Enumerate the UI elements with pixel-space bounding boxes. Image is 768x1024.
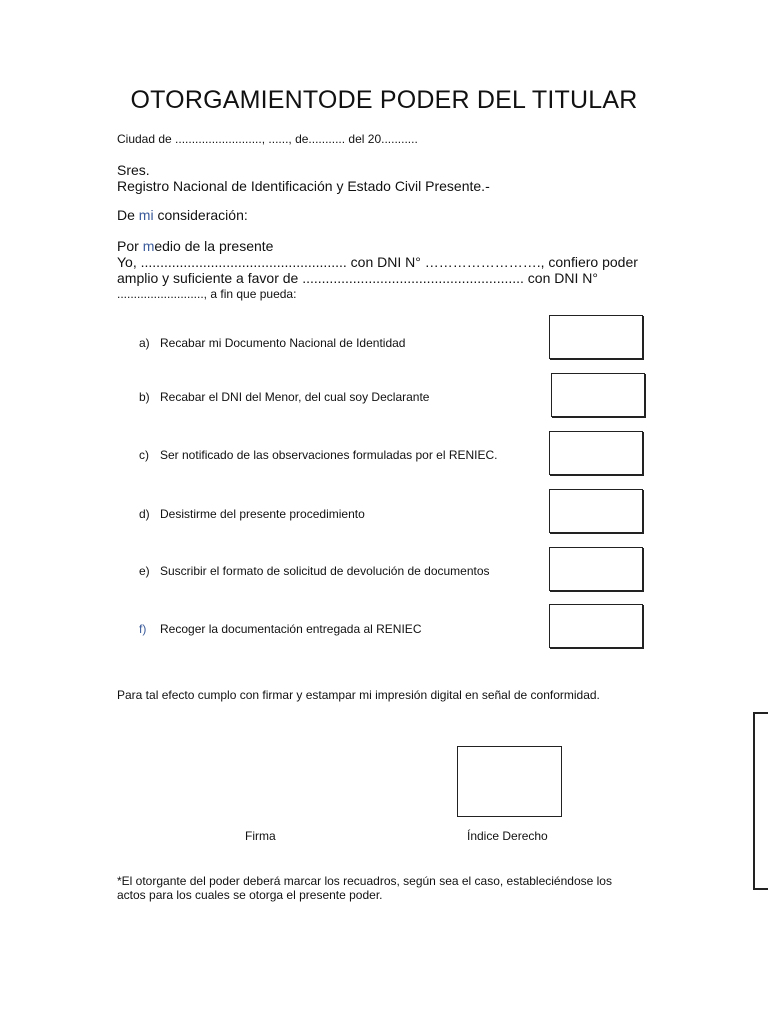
item-letter: e) bbox=[139, 564, 150, 578]
checkbox-c[interactable] bbox=[549, 431, 643, 475]
list-item-e bbox=[139, 564, 490, 578]
checkbox-e[interactable] bbox=[549, 547, 643, 591]
item-text: Recabar el DNI del Menor, del cual soy Declarante bbox=[160, 390, 430, 404]
body-line-2: Yo, ..................................................... con DNI N° ……………………., confiero poder bbox=[117, 254, 638, 270]
item-text: Desistirme del presente procedimiento bbox=[160, 507, 365, 521]
list-item-b bbox=[139, 390, 429, 404]
signature-label: Firma bbox=[245, 829, 276, 843]
document-title: OTORGAMIENTODE PODER DEL TITULAR bbox=[130, 86, 638, 114]
body-line-1-m: m bbox=[142, 238, 155, 254]
conformity-statement: Para tal efecto cumplo con firmar y estampar mi impresión digital en señal de conformidad. bbox=[117, 688, 600, 702]
salutation-suffix: consideración: bbox=[153, 207, 248, 223]
salutation bbox=[117, 207, 248, 223]
fingerprint-label: Índice Derecho bbox=[467, 829, 548, 843]
body-line-3: amplio y suficiente a favor de ......................................................... con DNI N° bbox=[117, 270, 598, 286]
footnote-line-1: *El otorgante del poder deberá marcar los recuadros, según sea el caso, estableciéndose los bbox=[117, 874, 612, 888]
item-text: Recabar mi Documento Nacional de Identidad bbox=[160, 336, 406, 350]
item-text: Recoger la documentación entregada al RENIEC bbox=[160, 622, 422, 636]
fingerprint-box[interactable] bbox=[457, 746, 562, 817]
salutation-prefix: De bbox=[117, 207, 139, 223]
body-line-1-suffix: edio de la presente bbox=[154, 238, 274, 254]
list-item-c bbox=[139, 448, 498, 462]
item-text: Ser notificado de las observaciones formuladas por el RENIEC. bbox=[160, 448, 498, 462]
body-line-4: .........................., a fin que pueda: bbox=[117, 287, 297, 301]
item-letter: c) bbox=[139, 448, 149, 462]
city-date-line: Ciudad de .........................., ......, de........... del 20........... bbox=[117, 132, 418, 146]
checkbox-f[interactable] bbox=[549, 604, 643, 648]
body-line-1 bbox=[117, 238, 273, 254]
checkbox-a[interactable] bbox=[549, 315, 643, 359]
salutation-mi: mi bbox=[138, 207, 154, 223]
item-letter: b) bbox=[139, 390, 150, 404]
checkbox-d[interactable] bbox=[549, 489, 643, 533]
list-item-d bbox=[139, 507, 365, 521]
page-edge-bracket bbox=[753, 712, 768, 890]
list-item-f bbox=[139, 622, 421, 636]
footnote-line-2: actos para los cuales se otorga el presente poder. bbox=[117, 888, 383, 902]
list-item-a bbox=[139, 336, 405, 350]
item-text: Suscribir el formato de solicitud de devolución de documentos bbox=[160, 564, 490, 578]
checkbox-b[interactable] bbox=[551, 373, 645, 417]
item-letter: d) bbox=[139, 507, 150, 521]
greeting-registry: Registro Nacional de Identificación y Estado Civil Presente.- bbox=[117, 178, 490, 194]
body-line-1-prefix: Por bbox=[117, 238, 143, 254]
greeting-sres: Sres. bbox=[117, 162, 150, 178]
item-letter: a) bbox=[139, 336, 150, 350]
item-letter: f) bbox=[139, 622, 147, 636]
